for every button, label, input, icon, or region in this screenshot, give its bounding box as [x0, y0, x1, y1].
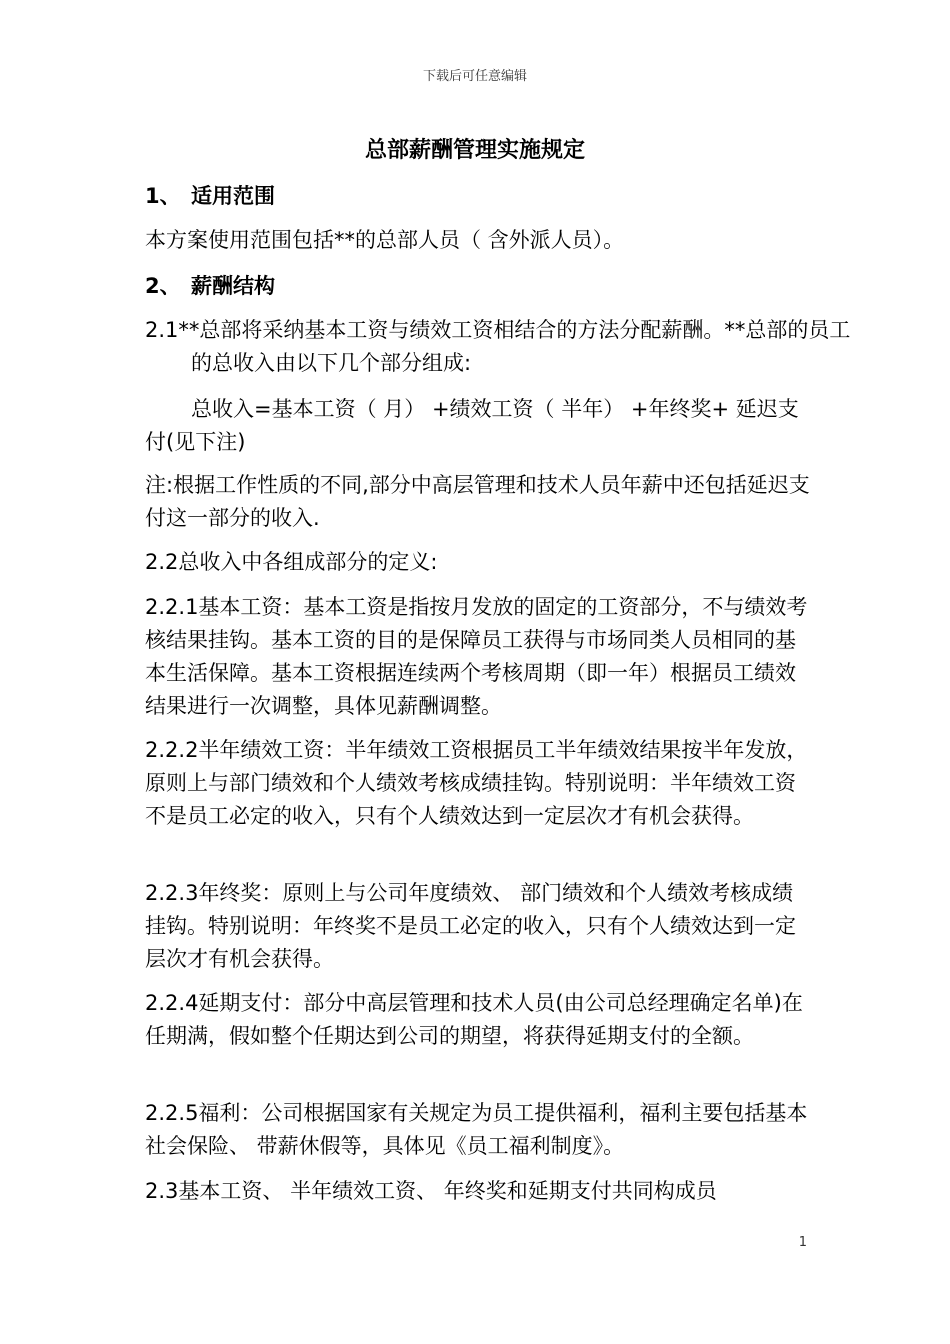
section-heading-2	[145, 270, 275, 300]
paragraph: 2.2.1基本工资：基本工资是指按月发放的固定的工资部分，不与绩效考核结果挂钩。基本工资的目的是保障员工获得与市场同类人员相同的基本生活保障。基本工资根据连续两个考核周期（即一年）根据员工绩效结果进行一次调整，具体见薪酬调整。	[145, 595, 808, 718]
paragraph: 2.2.3年终奖：原则上与公司年度绩效、 部门绩效和个人绩效考核成绩挂钩。特别说明：年终奖不是员工必定的收入，只有个人绩效达到一定层次才有机会获得。	[145, 881, 796, 971]
section-number: 2、	[145, 274, 181, 298]
paragraph: 2.2.2半年绩效工资：半年绩效工资根据员工半年绩效结果按半年发放，原则上与部门绩效和个人绩效考核成绩挂钩。特别说明：半年绩效工资不是员工必定的收入，只有个人绩效达到一定层次才有机会获得。	[145, 738, 808, 828]
paragraph: 本方案使用范围包括**的总部人员（ 含外派人员）。	[145, 228, 625, 252]
section-title: 适用范围	[191, 184, 275, 208]
paragraph: 总收入=基本工资（ 月） +绩效工资（ 半年） +年终奖+ 延迟支付(见下注)	[145, 397, 799, 454]
page-header: 下载后可任意编辑	[422, 69, 527, 84]
section-number: 1、	[145, 184, 181, 208]
paragraph: 2.2.5福利：公司根据国家有关规定为员工提供福利，福利主要包括基本社会保险、 带薪休假等，具体见《员工福利制度》。	[145, 1101, 808, 1158]
paragraph: 2.2.4延期支付：部分中高层管理和技术人员(由公司总经理确定名单)在任期满，假如整个任期达到公司的期望，将获得延期支付的全额。	[145, 991, 803, 1048]
document-title: 总部薪酬管理实施规定	[364, 138, 585, 163]
paragraph: 2.1**总部将采纳基本工资与绩效工资相结合的方法分配薪酬。**总部的员工的总收入由以下几个部分组成:	[145, 318, 851, 375]
section-heading-1	[145, 180, 275, 210]
paragraph: 2.3基本工资、 半年绩效工资、 年终奖和延期支付共同构成员	[145, 1179, 717, 1203]
page-number: 1	[798, 1235, 807, 1250]
paragraph: 注:根据工作性质的不同,部分中高层管理和技术人员年薪中还包括延迟支付这一部分的收入.	[145, 473, 810, 530]
paragraph: 2.2总收入中各组成部分的定义:	[145, 550, 438, 574]
section-title: 薪酬结构	[191, 274, 275, 298]
